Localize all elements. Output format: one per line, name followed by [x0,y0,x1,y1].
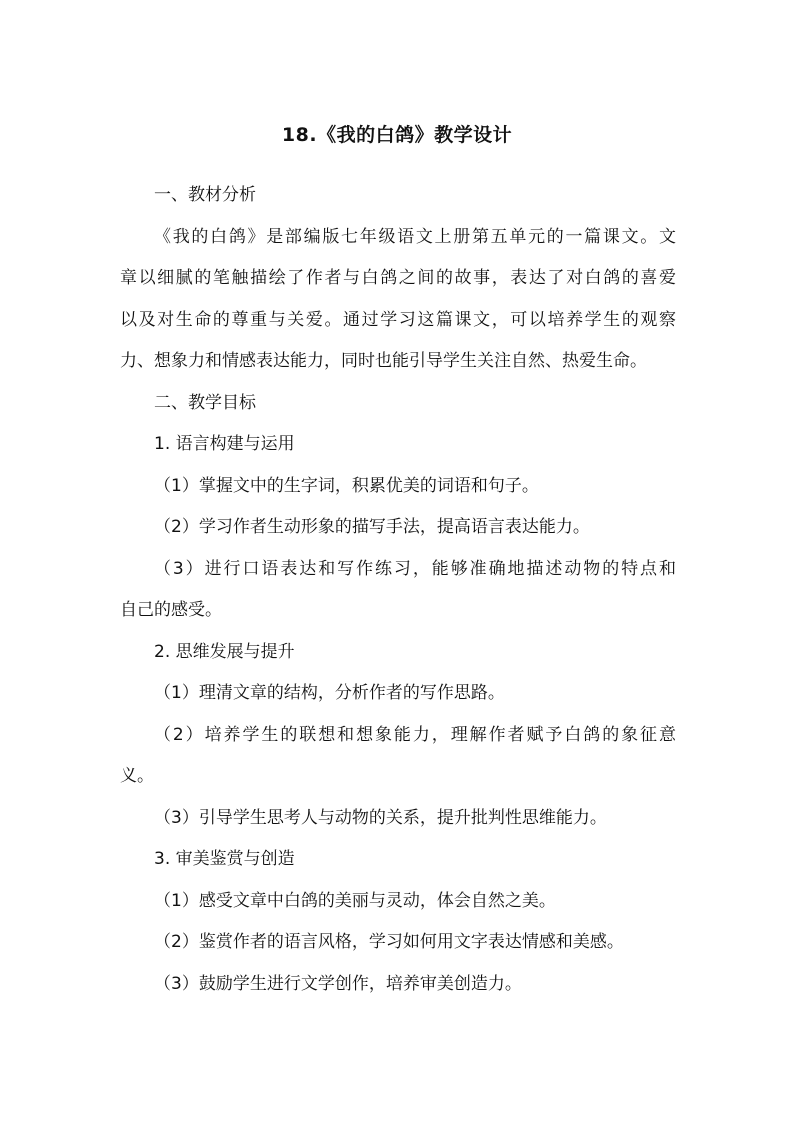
list-item-continuation: 自己的感受。 [120,600,222,620]
list-item: （1）感受文章中白鸽的美丽与灵动，体会自然之美。 [154,891,556,911]
list-item: （3）引导学生思考人与动物的关系，提升批判性思维能力。 [154,808,607,828]
list-item: （3）鼓励学生进行文学创作，培养审美创造力。 [154,974,522,994]
subheading-aesthetics: 3. 审美鉴赏与创造 [154,849,295,869]
subheading-thinking: 2. 思维发展与提升 [154,642,295,662]
list-item: （2）学习作者生动形象的描写手法，提高语言表达能力。 [154,517,590,537]
paragraph-line: 力、想象力和情感表达能力，同时也能引导学生关注自然、热爱生命。 [120,351,647,371]
section-heading-teaching-goals: 二、教学目标 [154,393,256,413]
list-item: （1）掌握文中的生字词，积累优美的词语和句子。 [154,476,539,496]
list-item: （1）理清文章的结构，分析作者的写作思路。 [154,683,505,703]
paragraph-line: 以及对生命的尊重与关爱。通过学习这篇课文，可以培养学生的观察 [120,310,676,330]
section-heading-textbook-analysis: 一、教材分析 [154,185,256,205]
list-item: （2）鉴赏作者的语言风格，学习如何用文字表达情感和美感。 [154,932,624,952]
paragraph-line: 《我的白鸽》是部编版七年级语文上册第五单元的一篇课文。文 [154,227,676,247]
paragraph-line: 章以细腻的笔触描绘了作者与白鸽之间的故事，表达了对白鸽的喜爱 [120,268,676,288]
list-item: （2）培养学生的联想和想象能力，理解作者赋予白鸽的象征意 [154,725,676,745]
subheading-language: 1. 语言构建与运用 [154,434,295,454]
list-item-continuation: 义。 [120,766,154,786]
list-item: （3）进行口语表达和写作练习，能够准确地描述动物的特点和 [154,559,676,579]
document-title: 18.《我的白鸽》教学设计 [281,124,513,146]
